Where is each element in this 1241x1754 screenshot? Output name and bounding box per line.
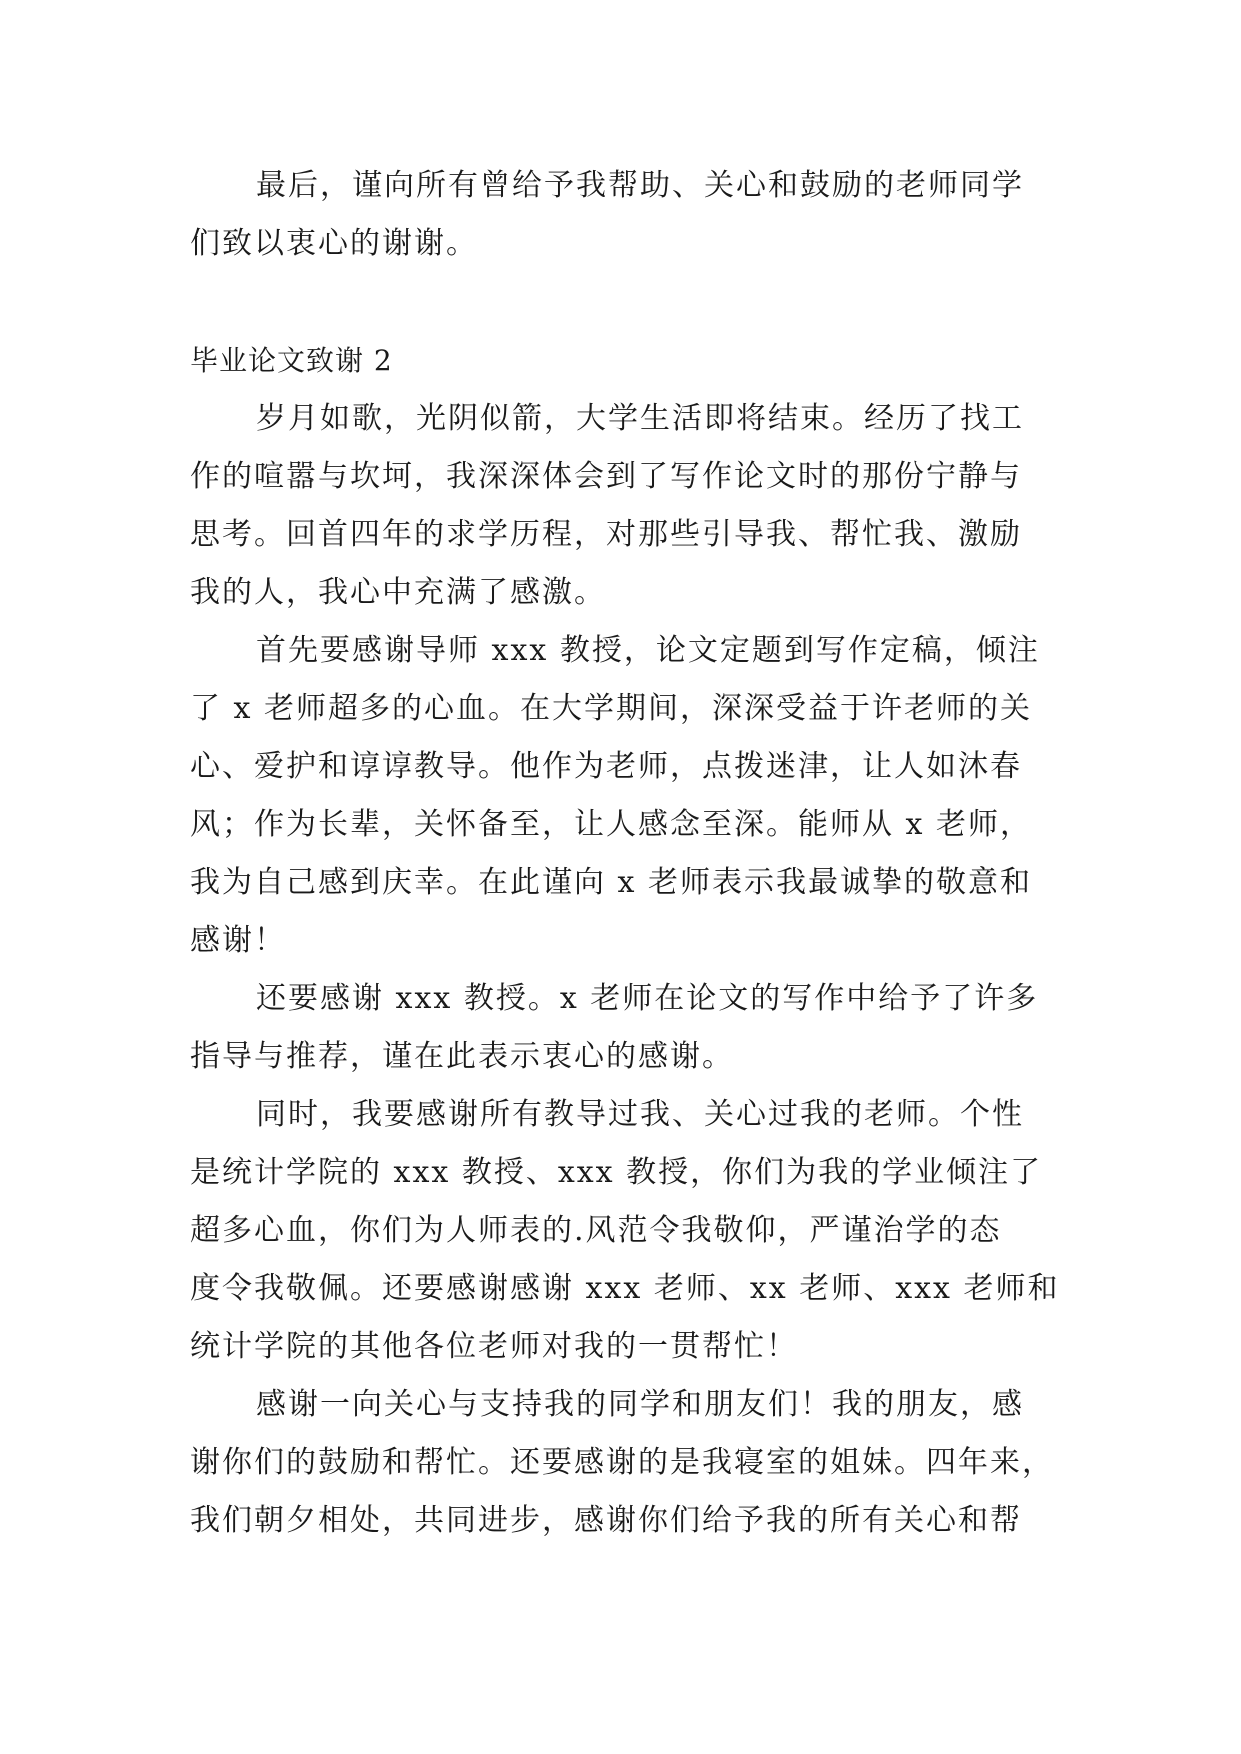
text-line: 度令我敬佩。还要感谢感谢 xxx 老师、xx 老师、xxx 老师和 [190, 1271, 1060, 1306]
paragraph-4 [190, 1086, 1060, 1376]
text-line: 心、爱护和谆谆教导。他作为老师，点拨迷津，让人如沐春 [190, 749, 1022, 784]
section-title: 毕业论文致谢 2 [190, 344, 393, 377]
text-line: 作的喧嚣与坎坷，我深深体会到了写作论文时的那份宁静与 [190, 459, 1022, 494]
section-heading [190, 332, 1060, 390]
text-line: 首先要感谢导师 xxx 教授，论文定题到写作定稿，倾注 [256, 633, 1040, 668]
text-line: 感谢！ [190, 923, 286, 958]
text-line: 最后，谨向所有曾给予我帮助、关心和鼓励的老师同学 [256, 168, 1024, 203]
text-line: 了 x 老师超多的心血。在大学期间，深深受益于许老师的关 [190, 691, 1032, 726]
text-line: 指导与推荐，谨在此表示衷心的感谢。 [190, 1039, 734, 1074]
text-line: 还要感谢 xxx 教授。x 老师在论文的写作中给予了许多 [256, 981, 1039, 1016]
text-line: 我为自己感到庆幸。在此谨向 x 老师表示我最诚挚的敬意和 [190, 865, 1032, 900]
text-line: 我的人，我心中充满了感激。 [190, 575, 606, 610]
text-line: 是统计学院的 xxx 教授、xxx 教授，你们为我的学业倾注了 [190, 1155, 1043, 1190]
closing-paragraph [190, 157, 1060, 273]
text-line: 思考。回首四年的求学历程，对那些引导我、帮忙我、激励 [190, 517, 1022, 552]
text-line: 统计学院的其他各位老师对我的一贯帮忙！ [190, 1329, 798, 1364]
text-line: 谢你们的鼓励和帮忙。还要感谢的是我寝室的姐妹。四年来， [190, 1445, 1054, 1480]
text-line: 我们朝夕相处，共同进步，感谢你们给予我的所有关心和帮 [190, 1503, 1022, 1538]
text-line: 岁月如歌，光阴似箭，大学生活即将结束。经历了找工 [256, 401, 1024, 436]
text-line: 同时，我要感谢所有教导过我、关心过我的老师。个性 [256, 1097, 1024, 1132]
text-line: 们致以衷心的谢谢。 [190, 226, 478, 261]
text-line: 感谢一向关心与支持我的同学和朋友们！我的朋友，感 [256, 1387, 1024, 1422]
text-line: 超多心血，你们为人师表的.风范令我敬仰，严谨治学的态 [190, 1213, 1002, 1248]
paragraph-3 [190, 970, 1060, 1086]
paragraph-1 [190, 390, 1060, 622]
text-line: 风；作为长辈，关怀备至，让人感念至深。能师从 x 老师， [190, 807, 1032, 842]
paragraph-2 [190, 622, 1060, 970]
paragraph-5 [190, 1376, 1060, 1550]
